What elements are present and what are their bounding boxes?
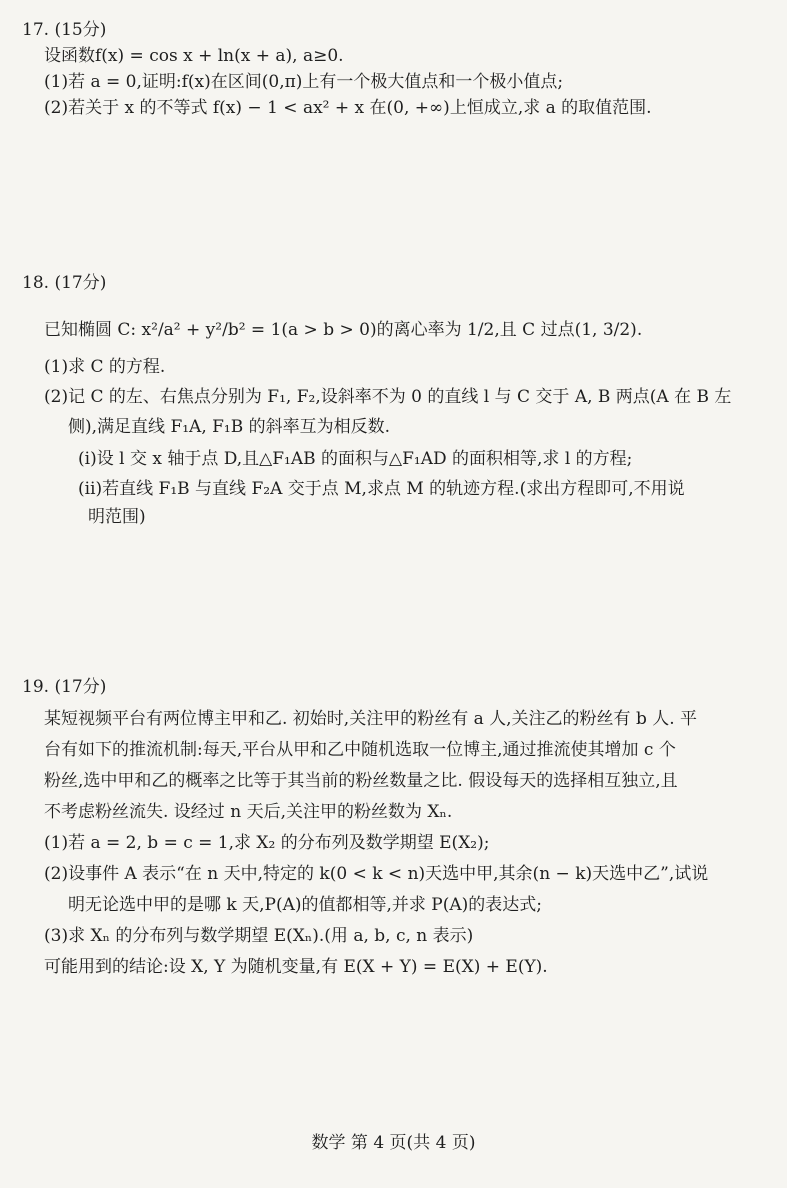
problem-18-subpart-i: (ⅰ)设 l 交 x 轴于点 D,且△F₁AB 的面积与△F₁AD 的面积相等,求 l 的方程;	[78, 449, 633, 469]
problem-19-stem-line-4: 不考虑粉丝流失. 设经过 n 天后,关注甲的粉丝数为 Xₙ.	[44, 802, 453, 822]
problem-19-part-1: (1)若 a = 2, b = c = 1,求 X₂ 的分布列及数学期望 E(X₂);	[44, 833, 490, 853]
problem-19	[22, 674, 767, 980]
problem-19-part-2-line-1: (2)设事件 A 表示“在 n 天中,特定的 k(0 < k < n)天选中甲,其余(n − k)天选中乙”,试说	[44, 864, 709, 884]
problem-19-part-2-line-2: 明无论选中甲的是哪 k 天,P(A)的值都相等,并求 P(A)的表达式;	[68, 895, 543, 915]
problem-17-part-2: (2)若关于 x 的不等式 f(x) − 1 < ax² + x 在(0, +∞)上恒成立,求 a 的取值范围.	[44, 98, 652, 118]
problem-19-number: 19. (17分)	[22, 677, 107, 697]
problem-17-part-1: (1)若 a = 0,证明:f(x)在区间(0,π)上有一个极大值点和一个极小值点;	[44, 72, 564, 92]
problem-17	[22, 17, 767, 121]
problem-18-part-2-line-2: 侧),满足直线 F₁A, F₁B 的斜率互为相反数.	[68, 417, 391, 437]
problem-19-part-3: (3)求 Xₙ 的分布列与数学期望 E(Xₙ).(用 a, b, c, n 表示)	[44, 926, 474, 946]
problem-19-stem-line-3: 粉丝,选中甲和乙的概率之比等于其当前的粉丝数量之比. 假设每天的选择相互独立,且	[44, 771, 678, 791]
problem-17-number: 17. (15分)	[22, 20, 107, 40]
problem-18-part-2-line-1: (2)记 C 的左、右焦点分别为 F₁, F₂,设斜率不为 0 的直线 l 与 C 交于 A, B 两点(A 在 B 左	[44, 387, 732, 407]
problem-18	[22, 270, 767, 530]
problem-18-subpart-ii-line-1: (ⅱ)若直线 F₁B 与直线 F₂A 交于点 M,求点 M 的轨迹方程.(求出方程即可,不用说	[78, 479, 685, 499]
problem-17-stem: 设函数f(x) = cos x + ln(x + a), a≥0.	[44, 46, 344, 66]
problem-18-stem: 已知椭圆 C: x²/a² + y²/b² = 1(a > b > 0)的离心率为 1/2,且 C 过点(1, 3/2).	[44, 320, 643, 340]
problem-19-hint: 可能用到的结论:设 X, Y 为随机变量,有 E(X + Y) = E(X) + E(Y).	[44, 957, 548, 977]
problem-18-number: 18. (17分)	[22, 273, 107, 293]
problem-19-stem-line-1: 某短视频平台有两位博主甲和乙. 初始时,关注甲的粉丝有 a 人,关注乙的粉丝有 b 人. 平	[44, 709, 698, 729]
problem-18-part-1: (1)求 C 的方程.	[44, 357, 166, 377]
problem-18-subpart-ii-line-2: 明范围)	[88, 507, 146, 527]
page-footer: 数学 第 4 页(共 4 页)	[311, 1133, 476, 1153]
problem-19-stem-line-2: 台有如下的推流机制:每天,平台从甲和乙中随机选取一位博主,通过推流使其增加 c 个	[44, 740, 676, 760]
